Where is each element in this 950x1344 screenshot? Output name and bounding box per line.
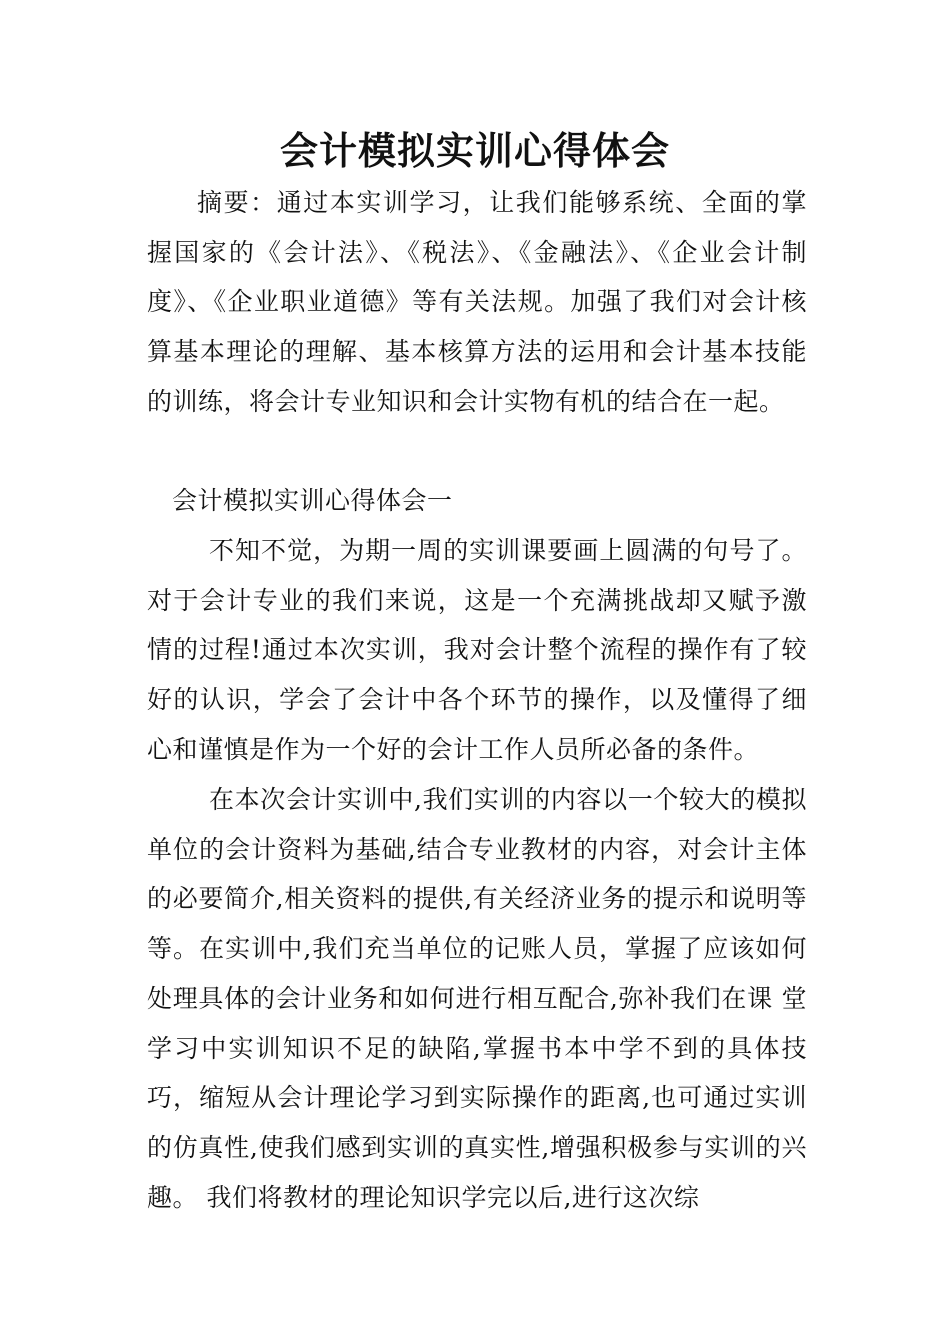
- document-title: 会计模拟实训心得体会: [279, 129, 670, 173]
- abstract-paragraph: 摘要：通过本实训学习，让我们能够系统、全面的掌握国家的《会计法》、《税法》、《金融法》、《企业会计制度》、《企业职业道德》等有关法规。加强了我们对会计核算基本理论的理解、基本核算方法的运用和会计基本技能的训练，将会计专业知识和会计实物有机的结合在一起。: [147, 188, 807, 416]
- section-heading: 会计模拟实训心得体会一: [172, 486, 453, 515]
- body-paragraph-1: 不知不觉，为期一周的实训课要画上圆满的句号了。对于会计专业的我们来说，这是一个充满挑战却又赋予激情的过程!通过本次实训，我对会计整个流程的操作有了较好的认识，学会了会计中各个环节的操作，以及懂得了细心和谨慎是作为一个好的会计工作人员所必备的条件。: [147, 536, 807, 764]
- body-paragraph-2: 在本次会计实训中,我们实训的内容以一个较大的模拟单位的会计资料为基础,结合专业教材的内容，对会计主体的必要简介,相关资料的提供,有关经济业务的提示和说明等等。在实训中,我们充当单位的记账人员，掌握了应该如何处理具体的会计业务和如何进行相互配合,弥补我们在课 堂学习中实训知识不足的缺陷,掌握书本中学不到的具体技巧，缩短从会计理论学习到实际操作的距离,也可通过实训的仿真性,使我们感到实训的真实性,增强积极参与实训的兴趣。 我们将教材的理论知识学完以后,进行这次综: [147, 785, 807, 1212]
